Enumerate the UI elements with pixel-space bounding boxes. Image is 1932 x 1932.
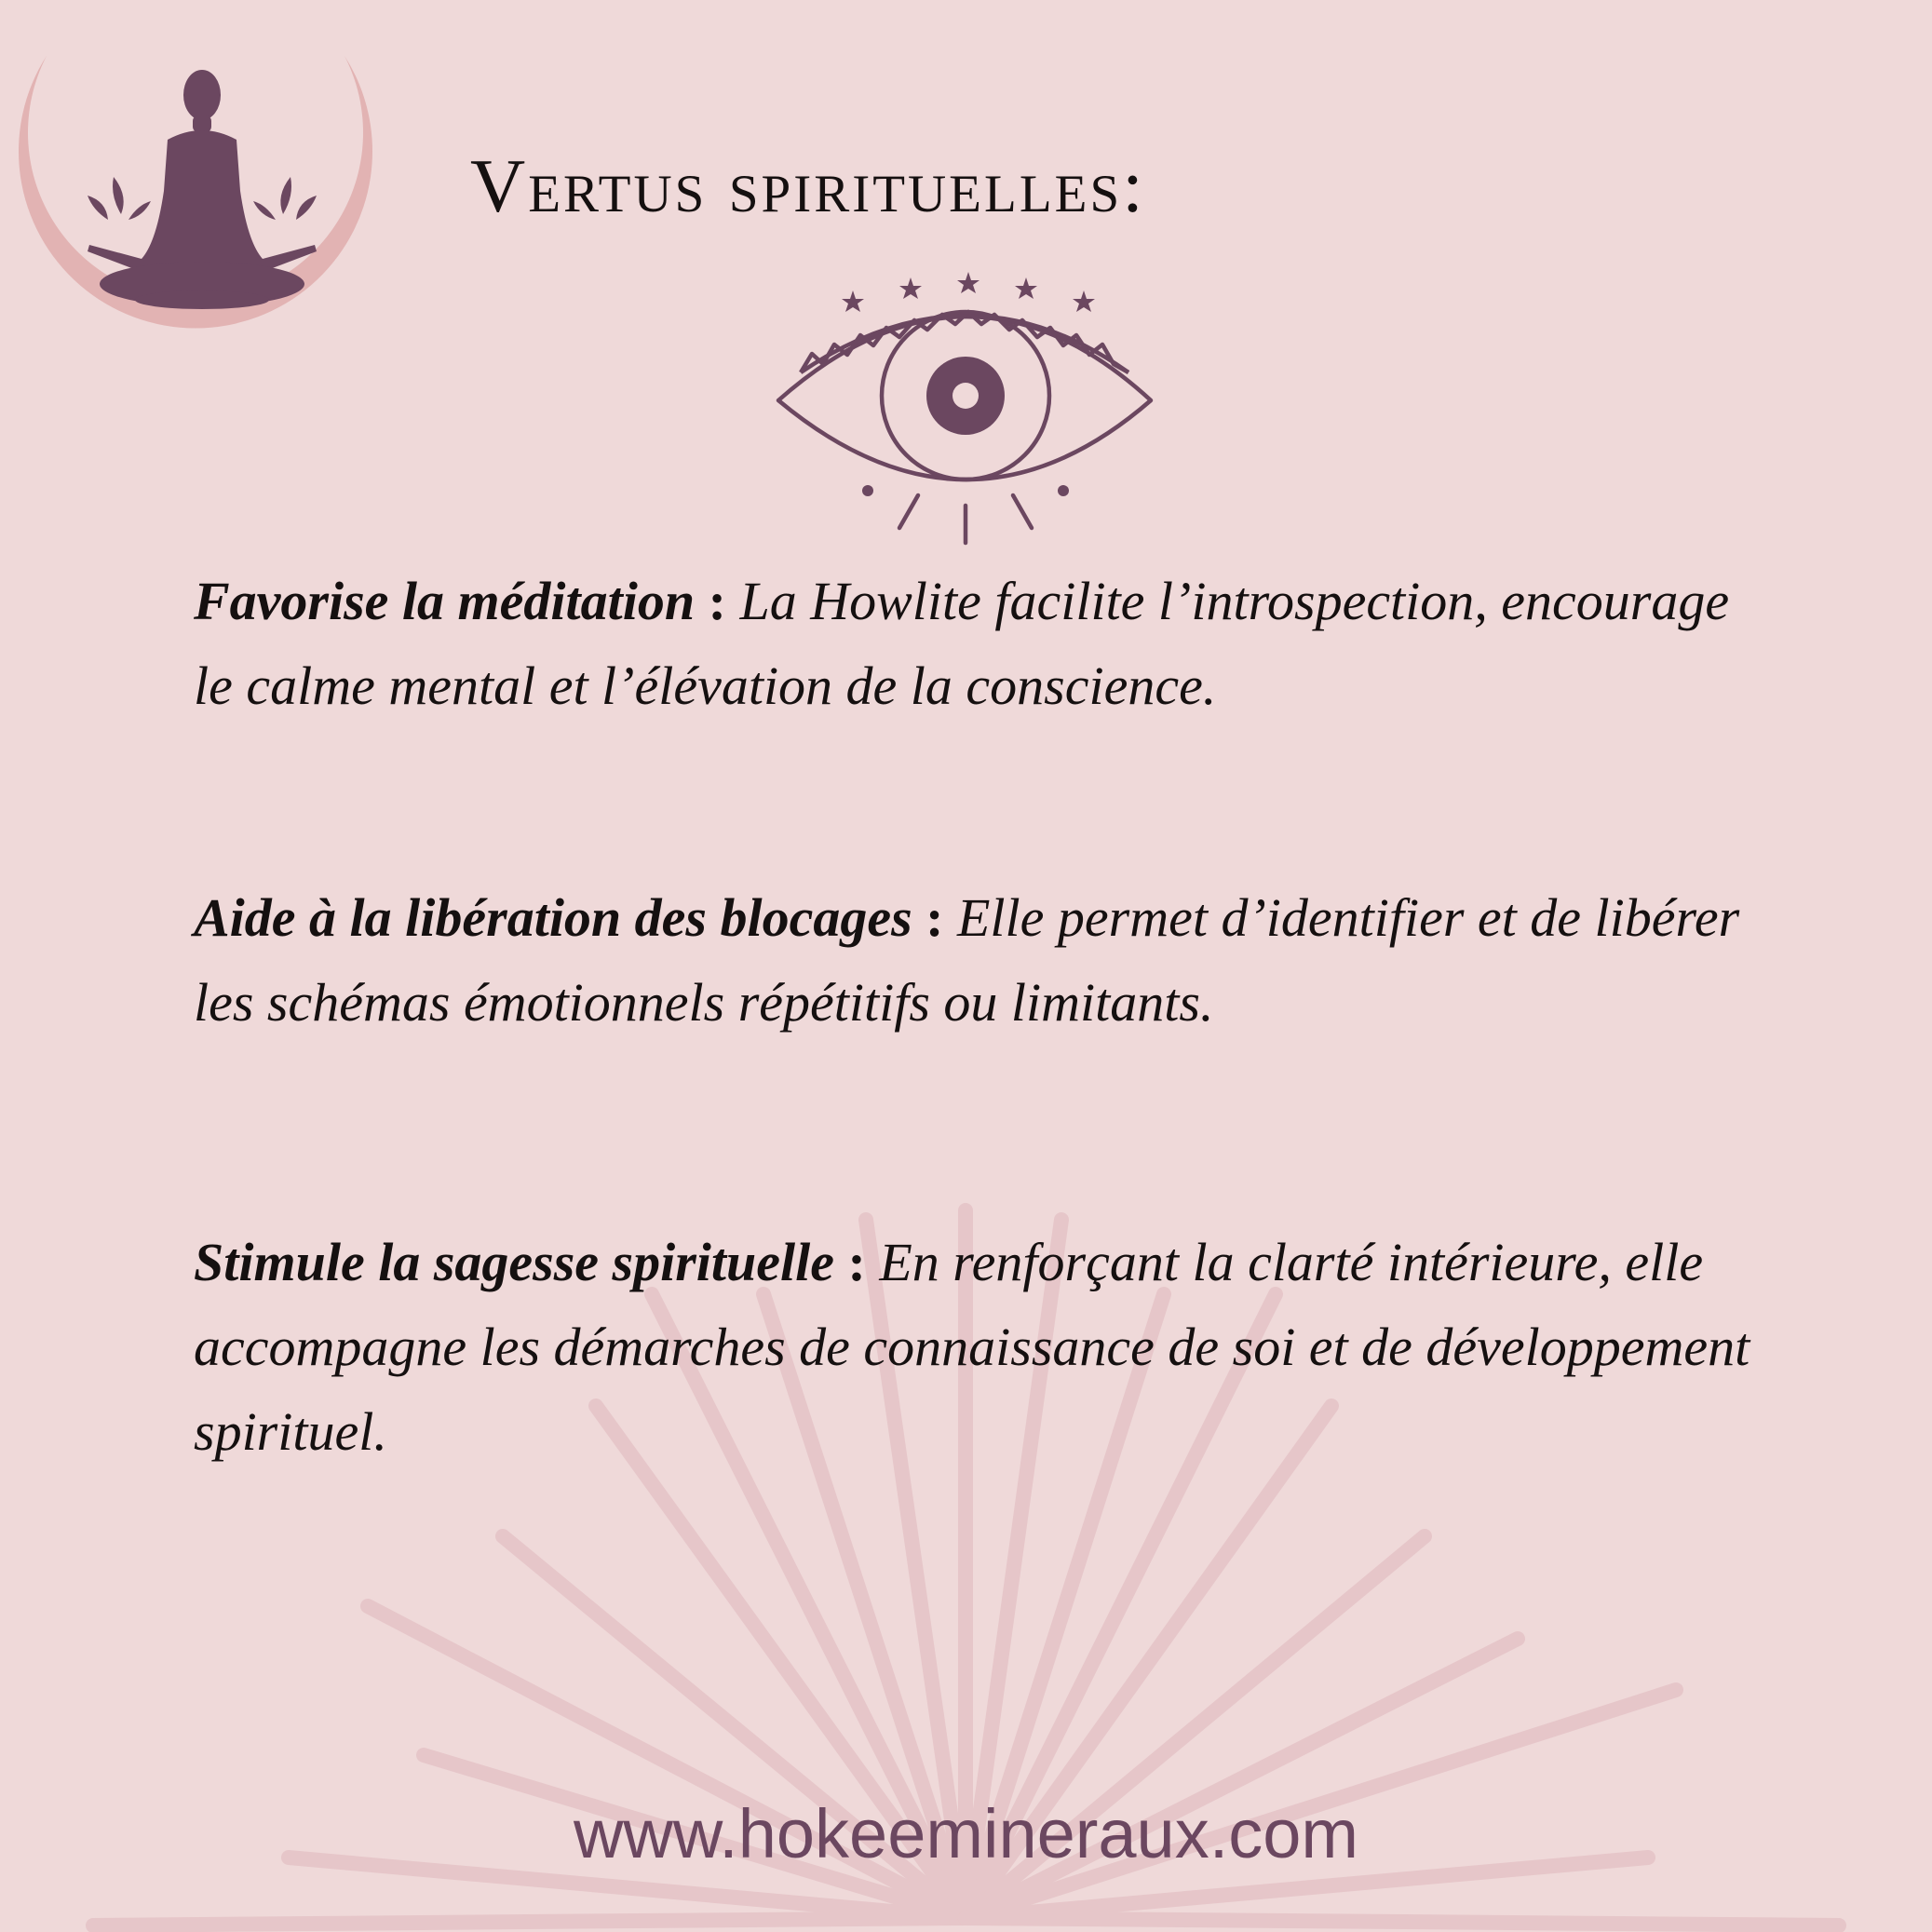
virtue-heading: Stimule la sagesse spirituelle bbox=[194, 1232, 834, 1292]
virtue-description: Elle permet d’identifier et de libérer les schémas émotionnels répétitifs ou limitants. bbox=[194, 887, 1740, 1033]
virtue-description: En renforçant la clarté intérieure, elle accompagne les démarches de connaissance de soi et de développement spirituel. bbox=[194, 1232, 1750, 1462]
virtue-separator: : bbox=[912, 887, 957, 948]
virtue-meditation bbox=[194, 559, 1758, 728]
meditation-figure-moon-icon bbox=[19, 56, 391, 391]
website-url: www.hokeemineraux.com bbox=[573, 1795, 1359, 1872]
virtue-heading: Favorise la méditation bbox=[194, 571, 696, 631]
page-title: Vertus spirituelles: bbox=[470, 143, 1146, 228]
virtue-description: La Howlite facilite l’introspection, encourage le calme mental et l’élévation de la conscience. bbox=[194, 571, 1730, 716]
mystic-eye-icon bbox=[769, 270, 1160, 559]
virtue-separator: : bbox=[834, 1232, 880, 1292]
virtue-liberation bbox=[194, 875, 1758, 1045]
virtue-wisdom bbox=[194, 1220, 1758, 1474]
virtue-heading: Aide à la libération des blocages bbox=[194, 887, 912, 948]
virtue-separator: : bbox=[695, 571, 740, 631]
